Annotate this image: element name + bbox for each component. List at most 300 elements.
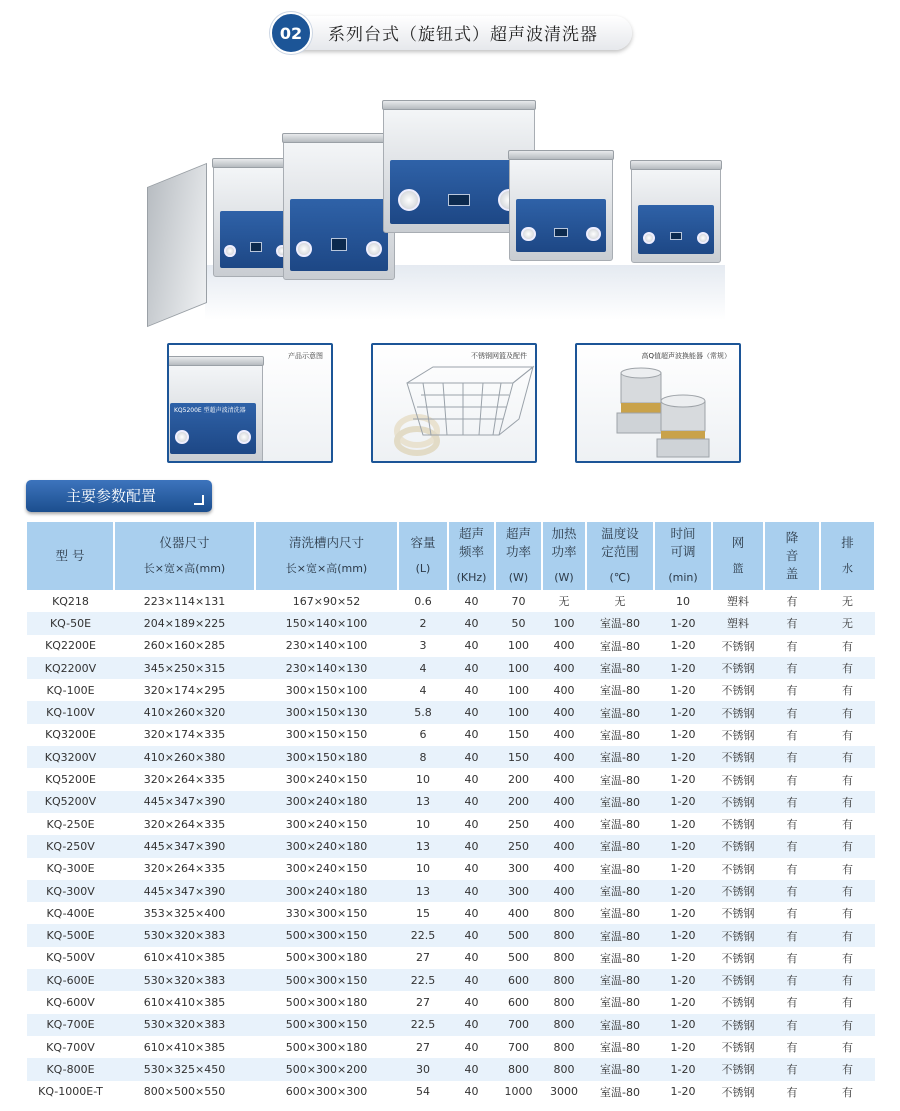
table-cell: 13 <box>398 880 448 902</box>
table-cell: 有 <box>764 858 820 880</box>
table-cell: 有 <box>764 679 820 701</box>
table-cell: 有 <box>764 1081 820 1103</box>
table-cell: 70 <box>495 590 542 612</box>
table-cell: 400 <box>542 679 586 701</box>
table-cell: 不锈钢 <box>712 1036 764 1058</box>
table-cell: 有 <box>764 657 820 679</box>
table-cell: 塑料 <box>712 590 764 612</box>
table-cell: 100 <box>495 701 542 723</box>
table-cell: 600×300×300 <box>255 1081 398 1103</box>
table-cell: 有 <box>764 635 820 657</box>
table-cell: 室温-80 <box>586 657 654 679</box>
table-cell: KQ-800E <box>27 1058 114 1080</box>
column-header-unit: 水 <box>842 562 853 575</box>
table-cell: 有 <box>764 724 820 746</box>
table-row <box>27 947 875 969</box>
table-cell: 1-20 <box>654 768 712 790</box>
table-cell: 40 <box>448 679 495 701</box>
table-row <box>27 746 875 768</box>
table-cell: 1-20 <box>654 858 712 880</box>
table-cell: 500 <box>495 947 542 969</box>
column-header <box>712 522 764 590</box>
table-cell: 有 <box>820 746 875 768</box>
table-cell: 40 <box>448 635 495 657</box>
table-cell: 1-20 <box>654 947 712 969</box>
column-header-main: 清洗槽内尺寸 <box>288 535 364 550</box>
table-row <box>27 880 875 902</box>
table-cell: 有 <box>764 701 820 723</box>
table-cell: 400 <box>542 835 586 857</box>
table-cell: 300×240×180 <box>255 835 398 857</box>
table-cell: 不锈钢 <box>712 835 764 857</box>
table-cell: 410×260×380 <box>114 746 255 768</box>
table-cell: 10 <box>398 813 448 835</box>
table-cell: 有 <box>764 612 820 634</box>
table-row <box>27 635 875 657</box>
table-cell: 不锈钢 <box>712 701 764 723</box>
table-cell: 室温-80 <box>586 612 654 634</box>
column-header-main: 超声 功率 <box>505 526 531 559</box>
table-cell: 400 <box>542 724 586 746</box>
table-cell: 4 <box>398 657 448 679</box>
table-cell: 不锈钢 <box>712 791 764 813</box>
table-cell: 室温-80 <box>586 947 654 969</box>
table-cell: 22.5 <box>398 924 448 946</box>
table-cell: 有 <box>820 924 875 946</box>
table-cell: 室温-80 <box>586 858 654 880</box>
table-row <box>27 724 875 746</box>
column-header-main: 网 <box>731 535 745 550</box>
table-cell: 有 <box>820 1014 875 1036</box>
table-cell: 150×140×100 <box>255 612 398 634</box>
card-caption: 产品示意图 <box>288 352 323 360</box>
table-cell: 有 <box>820 768 875 790</box>
table-cell: 230×140×130 <box>255 657 398 679</box>
table-cell: 室温-80 <box>586 1014 654 1036</box>
column-header-unit: (W) <box>508 571 529 584</box>
table-cell: 有 <box>820 880 875 902</box>
table-cell: 室温-80 <box>586 813 654 835</box>
table-cell: 3000 <box>542 1081 586 1103</box>
table-cell: 室温-80 <box>586 1081 654 1103</box>
table-cell: 有 <box>764 746 820 768</box>
table-cell: 445×347×390 <box>114 791 255 813</box>
table-cell: KQ2200E <box>27 635 114 657</box>
table-cell: 不锈钢 <box>712 768 764 790</box>
table-cell: 800 <box>495 1058 542 1080</box>
table-cell: 有 <box>820 1058 875 1080</box>
table-cell: KQ-100E <box>27 679 114 701</box>
product-diagram-card <box>167 343 333 463</box>
table-cell: 22.5 <box>398 969 448 991</box>
table-cell: 800 <box>542 969 586 991</box>
table-row <box>27 1036 875 1058</box>
table-cell: 有 <box>764 991 820 1013</box>
table-cell: 400 <box>542 701 586 723</box>
table-cell: 800 <box>542 947 586 969</box>
table-cell: 330×300×150 <box>255 902 398 924</box>
table-cell: 1-20 <box>654 924 712 946</box>
table-cell: 室温-80 <box>586 1058 654 1080</box>
table-cell: 530×325×450 <box>114 1058 255 1080</box>
table-cell: 400 <box>542 746 586 768</box>
table-cell: 500 <box>495 924 542 946</box>
table-cell: 40 <box>448 880 495 902</box>
table-cell: 有 <box>764 1058 820 1080</box>
card-caption: 高Q值超声波换能器（常规） <box>641 352 731 360</box>
table-cell: 有 <box>820 657 875 679</box>
table-cell: 500×300×150 <box>255 924 398 946</box>
table-cell: 室温-80 <box>586 969 654 991</box>
table-row <box>27 679 875 701</box>
transducer-card <box>575 343 741 463</box>
column-header-unit: 长×宽×高(mm) <box>143 562 226 575</box>
table-cell: 500×300×180 <box>255 1036 398 1058</box>
table-cell: KQ-500V <box>27 947 114 969</box>
table-cell: KQ-250V <box>27 835 114 857</box>
table-cell: 250 <box>495 813 542 835</box>
column-header <box>586 522 654 590</box>
table-cell: 有 <box>820 991 875 1013</box>
table-cell: 1-20 <box>654 657 712 679</box>
table-cell: 204×189×225 <box>114 612 255 634</box>
table-cell: 1-20 <box>654 746 712 768</box>
table-cell: 320×174×335 <box>114 724 255 746</box>
table-cell: KQ2200V <box>27 657 114 679</box>
table-cell: 不锈钢 <box>712 679 764 701</box>
table-cell: 100 <box>542 612 586 634</box>
machine-kq5200e-detail <box>167 363 263 463</box>
table-cell: 800×500×550 <box>114 1081 255 1103</box>
table-cell: 3 <box>398 635 448 657</box>
table-cell: 5.8 <box>398 701 448 723</box>
table-cell: KQ-1000E-T <box>27 1081 114 1103</box>
table-cell: 30 <box>398 1058 448 1080</box>
column-header <box>27 522 114 590</box>
table-cell: 无 <box>542 590 586 612</box>
table-cell: 有 <box>764 791 820 813</box>
table-cell: 50 <box>495 612 542 634</box>
table-cell: 室温-80 <box>586 768 654 790</box>
table-cell: 不锈钢 <box>712 924 764 946</box>
table-cell: 室温-80 <box>586 1036 654 1058</box>
table-cell: 有 <box>820 947 875 969</box>
column-header-main: 降 音 盖 <box>785 530 799 581</box>
table-cell: 有 <box>820 1036 875 1058</box>
table-cell: 40 <box>448 1036 495 1058</box>
section-label: 主要参数配置 <box>66 487 157 505</box>
table-cell: 40 <box>448 724 495 746</box>
table-cell: 室温-80 <box>586 835 654 857</box>
table-cell: 有 <box>820 635 875 657</box>
table-cell: 223×114×131 <box>114 590 255 612</box>
table-cell: 1-20 <box>654 991 712 1013</box>
table-cell: 40 <box>448 947 495 969</box>
column-header-main: 型 号 <box>55 548 85 563</box>
column-header-main: 排 <box>841 535 854 550</box>
column-header-unit: (℃) <box>609 571 631 584</box>
column-header <box>764 522 820 590</box>
table-cell: 27 <box>398 991 448 1013</box>
table-row <box>27 612 875 634</box>
table-row <box>27 657 875 679</box>
table-cell: 有 <box>764 947 820 969</box>
table-cell: 800 <box>542 924 586 946</box>
table-cell: 室温-80 <box>586 791 654 813</box>
table-cell: 27 <box>398 947 448 969</box>
table-row <box>27 768 875 790</box>
column-header-main: 加热 功率 <box>551 526 577 559</box>
table-row <box>27 813 875 835</box>
table-cell: 40 <box>448 835 495 857</box>
table-cell: 400 <box>542 635 586 657</box>
table-cell: 不锈钢 <box>712 947 764 969</box>
column-header <box>654 522 712 590</box>
table-cell: 54 <box>398 1081 448 1103</box>
table-cell: 320×264×335 <box>114 768 255 790</box>
table-cell: 400 <box>542 880 586 902</box>
table-cell: 500×300×180 <box>255 991 398 1013</box>
table-cell: 300 <box>495 858 542 880</box>
table-row <box>27 1081 875 1103</box>
table-cell: 10 <box>654 590 712 612</box>
table-row <box>27 991 875 1013</box>
column-header <box>398 522 448 590</box>
table-cell: 无 <box>820 612 875 634</box>
table-cell: 40 <box>448 1081 495 1103</box>
table-cell: 不锈钢 <box>712 991 764 1013</box>
table-cell: 530×320×383 <box>114 969 255 991</box>
table-body <box>27 590 875 1103</box>
table-cell: 353×325×400 <box>114 902 255 924</box>
table-row <box>27 858 875 880</box>
table-cell: 有 <box>820 679 875 701</box>
table-cell: 2 <box>398 612 448 634</box>
table-cell: 300×240×150 <box>255 768 398 790</box>
table-cell: 600 <box>495 991 542 1013</box>
table-cell: 有 <box>764 969 820 991</box>
table-cell: 40 <box>448 657 495 679</box>
table-cell: KQ3200V <box>27 746 114 768</box>
table-cell: 1-20 <box>654 1081 712 1103</box>
table-cell: KQ-50E <box>27 612 114 634</box>
table-cell: 有 <box>764 1036 820 1058</box>
table-cell: 1-20 <box>654 813 712 835</box>
table-cell: 有 <box>764 1014 820 1036</box>
table-cell: 15 <box>398 902 448 924</box>
table-cell: KQ-700E <box>27 1014 114 1036</box>
column-header-unit: (L) <box>415 562 431 575</box>
table-cell: KQ-600V <box>27 991 114 1013</box>
table-cell: 167×90×52 <box>255 590 398 612</box>
table-cell: 27 <box>398 1036 448 1058</box>
column-header-main: 超声 频率 <box>458 526 484 559</box>
table-cell: 400 <box>542 768 586 790</box>
table-cell: 400 <box>542 813 586 835</box>
machine-kq5200e <box>509 157 613 261</box>
table-cell: 345×250×315 <box>114 657 255 679</box>
table-cell: 610×410×385 <box>114 1036 255 1058</box>
table-cell: 530×320×383 <box>114 924 255 946</box>
column-header-unit: 长×宽×高(mm) <box>285 562 368 575</box>
table-cell: 320×264×335 <box>114 813 255 835</box>
table-cell: 1-20 <box>654 1014 712 1036</box>
table-cell: 230×140×100 <box>255 635 398 657</box>
table-cell: KQ-700V <box>27 1036 114 1058</box>
table-cell: 有 <box>820 835 875 857</box>
table-cell: KQ-500E <box>27 924 114 946</box>
table-cell: 有 <box>764 835 820 857</box>
table-cell: 室温-80 <box>586 924 654 946</box>
table-cell: 40 <box>448 969 495 991</box>
table-cell: KQ5200V <box>27 791 114 813</box>
table-cell: 不锈钢 <box>712 902 764 924</box>
table-cell: 100 <box>495 679 542 701</box>
table-cell: 不锈钢 <box>712 1014 764 1036</box>
table-header-row <box>27 522 875 590</box>
table-cell: 610×410×385 <box>114 991 255 1013</box>
table-cell: 445×347×390 <box>114 880 255 902</box>
table-row <box>27 1014 875 1036</box>
table-cell: 4 <box>398 679 448 701</box>
transducer-icon <box>577 345 741 463</box>
table-row <box>27 924 875 946</box>
table-cell: 室温-80 <box>586 679 654 701</box>
table-cell: 300×150×180 <box>255 746 398 768</box>
table-cell: 40 <box>448 746 495 768</box>
table-cell: 300 <box>495 880 542 902</box>
table-cell: 有 <box>764 813 820 835</box>
table-cell: 150 <box>495 746 542 768</box>
table-row <box>27 590 875 612</box>
table-cell: 有 <box>820 701 875 723</box>
table-cell: 800 <box>542 1036 586 1058</box>
table-cell: 室温-80 <box>586 902 654 924</box>
table-cell: 6 <box>398 724 448 746</box>
table-cell: 400 <box>542 858 586 880</box>
machine-kq2200e <box>631 167 721 263</box>
table-cell: 有 <box>820 813 875 835</box>
column-header-unit: (min) <box>668 571 698 584</box>
table-cell: 有 <box>820 969 875 991</box>
table-cell: 1-20 <box>654 679 712 701</box>
column-header-main: 仪器尺寸 <box>159 535 210 550</box>
table-cell: 不锈钢 <box>712 969 764 991</box>
table-cell: 400 <box>542 791 586 813</box>
table-cell: 40 <box>448 1058 495 1080</box>
table-cell: 1-20 <box>654 880 712 902</box>
table-cell: 500×300×200 <box>255 1058 398 1080</box>
table-cell: 150 <box>495 724 542 746</box>
column-header-unit: 篮 <box>732 562 744 575</box>
table-cell: 1-20 <box>654 1036 712 1058</box>
table-cell: 40 <box>448 590 495 612</box>
table-cell: KQ-300V <box>27 880 114 902</box>
column-header-main: 容量 <box>410 535 436 550</box>
machine-kq3200v <box>283 140 395 280</box>
open-lid <box>147 163 207 327</box>
table-cell: 有 <box>820 724 875 746</box>
table-cell: 1-20 <box>654 791 712 813</box>
table-cell: 40 <box>448 701 495 723</box>
table-cell: 有 <box>764 902 820 924</box>
table-cell: 500×300×180 <box>255 947 398 969</box>
table-cell: 1-20 <box>654 1058 712 1080</box>
series-header <box>266 12 636 54</box>
table-cell: 1-20 <box>654 701 712 723</box>
table-cell: 无 <box>820 590 875 612</box>
table-cell: 40 <box>448 813 495 835</box>
column-header <box>495 522 542 590</box>
table-cell: 8 <box>398 746 448 768</box>
table-cell: 1-20 <box>654 969 712 991</box>
table-cell: 40 <box>448 924 495 946</box>
table-cell: KQ-250E <box>27 813 114 835</box>
table-cell: KQ218 <box>27 590 114 612</box>
column-header <box>820 522 875 590</box>
table-cell: 1000 <box>495 1081 542 1103</box>
column-header <box>542 522 586 590</box>
table-cell: 有 <box>820 858 875 880</box>
table-cell: 400 <box>495 902 542 924</box>
table-cell: 500×300×150 <box>255 969 398 991</box>
table-cell: 40 <box>448 791 495 813</box>
table-cell: 300×150×150 <box>255 724 398 746</box>
table-cell: 300×240×180 <box>255 791 398 813</box>
series-number-badge: 02 <box>270 12 312 54</box>
table-cell: 有 <box>764 924 820 946</box>
table-cell: 不锈钢 <box>712 657 764 679</box>
column-header <box>114 522 255 590</box>
table-cell: 有 <box>820 791 875 813</box>
table-cell: 320×264×335 <box>114 858 255 880</box>
table-cell: 410×260×320 <box>114 701 255 723</box>
column-header-unit: (W) <box>554 571 574 584</box>
table-cell: 不锈钢 <box>712 1081 764 1103</box>
table-cell: 300×150×100 <box>255 679 398 701</box>
card-caption: 不锈钢网篮及配件 <box>471 352 527 360</box>
table-cell: 1-20 <box>654 635 712 657</box>
corner-arrow-icon <box>194 495 204 505</box>
table-cell: 10 <box>398 858 448 880</box>
table-cell: 40 <box>448 902 495 924</box>
table-cell: 300×150×130 <box>255 701 398 723</box>
table-row <box>27 835 875 857</box>
table-row <box>27 902 875 924</box>
table-cell: 320×174×295 <box>114 679 255 701</box>
table-cell: 塑料 <box>712 612 764 634</box>
table-cell: 530×320×383 <box>114 1014 255 1036</box>
table-cell: 室温-80 <box>586 724 654 746</box>
table-cell: 445×347×390 <box>114 835 255 857</box>
table-cell: 有 <box>764 880 820 902</box>
table-cell: KQ5200E <box>27 768 114 790</box>
table-cell: 40 <box>448 612 495 634</box>
table-cell: 室温-80 <box>586 701 654 723</box>
table-cell: 700 <box>495 1036 542 1058</box>
column-header <box>448 522 495 590</box>
column-header-unit: (KHz) <box>456 571 487 584</box>
table-cell: 22.5 <box>398 1014 448 1036</box>
table-cell: 不锈钢 <box>712 635 764 657</box>
table-cell: 0.6 <box>398 590 448 612</box>
table-cell: 不锈钢 <box>712 880 764 902</box>
table-cell: 1-20 <box>654 902 712 924</box>
table-cell: 600 <box>495 969 542 991</box>
table-cell: 室温-80 <box>586 635 654 657</box>
table-cell: 1-20 <box>654 612 712 634</box>
wire-basket-icon <box>373 345 537 463</box>
